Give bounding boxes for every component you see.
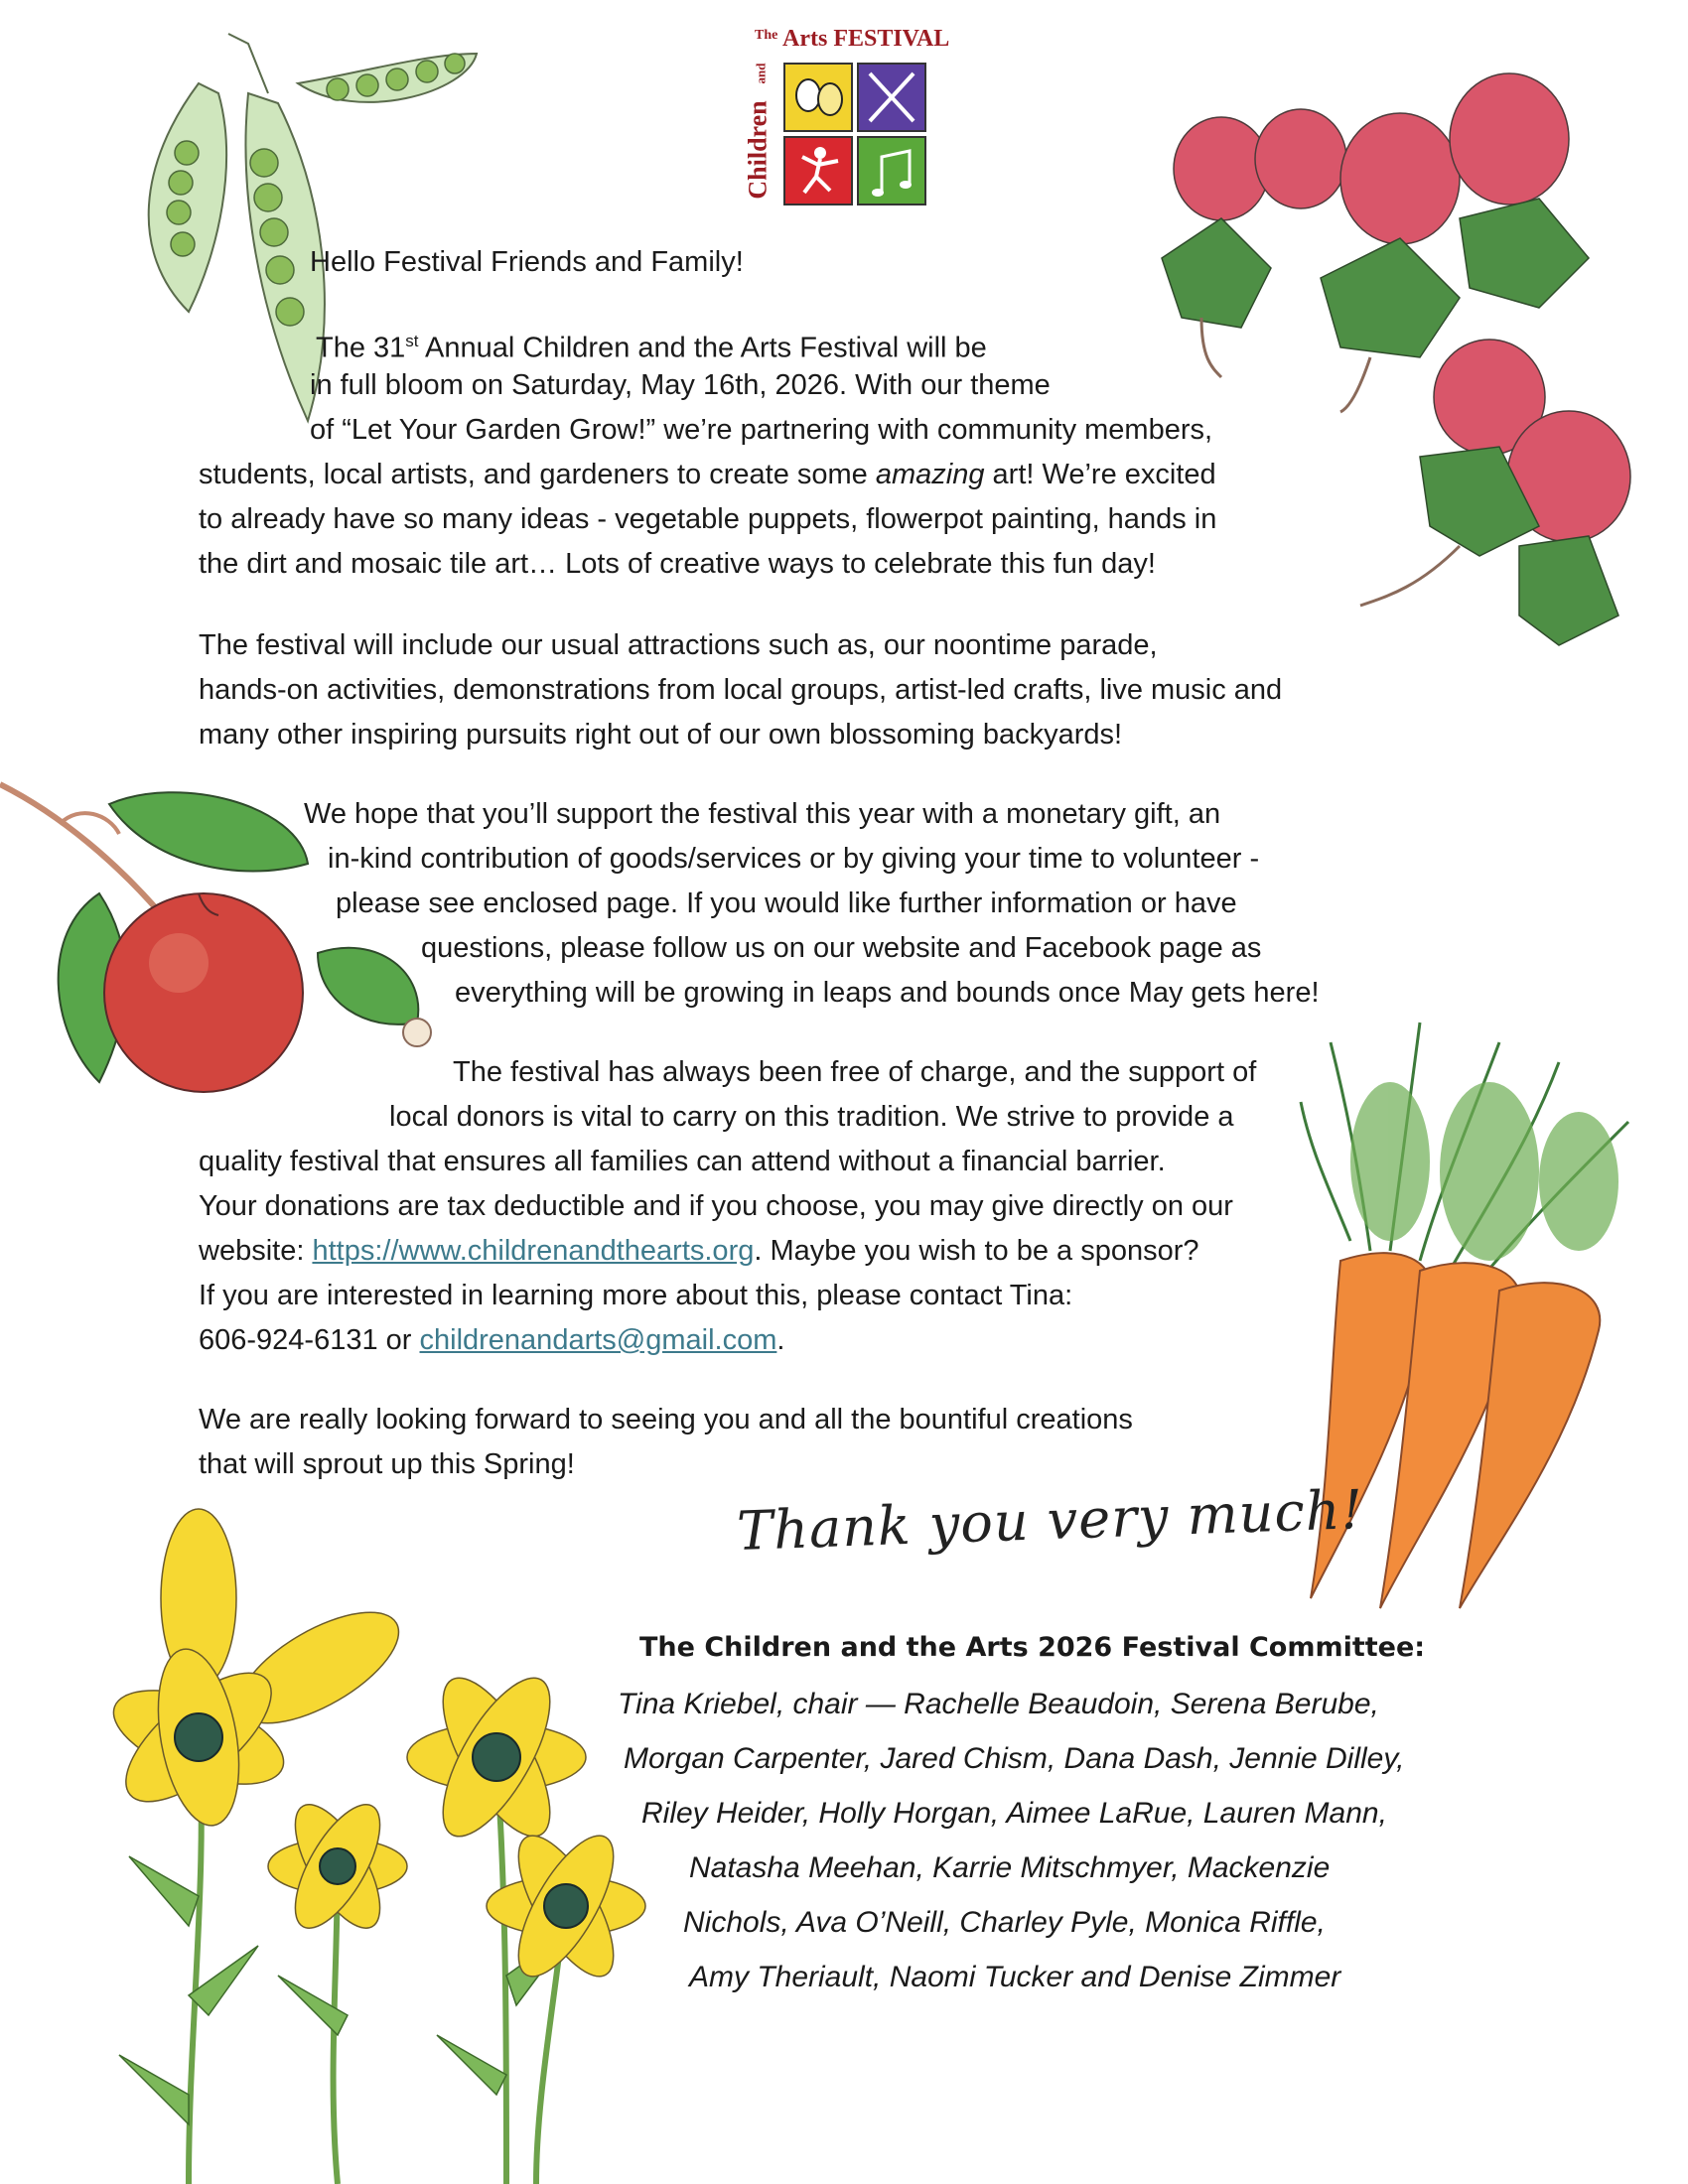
logo-title-main: Arts FESTIVAL	[782, 26, 950, 52]
p1-line-1-post: Annual Children and the Arts Festival will be	[418, 332, 987, 364]
logo-title-the: The	[755, 28, 778, 43]
p1-line-4-pre: students, local artists, and gardeners to create some	[199, 459, 876, 490]
p5-line-1: We are really looking forward to seeing you and all the bountiful creations	[199, 1404, 1133, 1435]
p1-line-5: to already have so many ideas - vegetable puppets, flowerpot painting, hands in	[199, 503, 1217, 535]
committee-heading: The Children and the Arts 2026 Festival Committee:	[639, 1632, 1426, 1663]
committee-line: Nichols, Ava O’Neill, Charley Pyle, Monica Riffle,	[683, 1906, 1326, 1939]
p5-line-2: that will sprout up this Spring!	[199, 1448, 575, 1480]
logo-squares	[743, 26, 941, 214]
p4-line-3: quality festival that ensures all families can attend without a financial barrier.	[199, 1146, 1166, 1177]
committee-line: Amy Theriault, Naomi Tucker and Denise Zimmer	[689, 1961, 1341, 1993]
logo-side-children: Children	[743, 100, 773, 200]
p3-line-5: everything will be growing in leaps and bounds once May gets here!	[455, 977, 1320, 1009]
p3-line-3: please see enclosed page. If you would like further information or have	[336, 887, 1237, 919]
committee-line: Riley Heider, Holly Horgan, Aimee LaRue, Lauren Mann,	[641, 1797, 1387, 1830]
p4-line-7-pre: 606-924-6131 or	[199, 1324, 420, 1356]
p3-line-2: in-kind contribution of goods/services or by giving your time to volunteer -	[328, 843, 1260, 875]
p2-line-2: hands-on activities, demonstrations from local groups, artist-led crafts, live music and	[199, 674, 1283, 706]
p3-line-1: We hope that you’ll support the festival this year with a monetary gift, an	[304, 798, 1221, 830]
p4-line-4: Your donations are tax deductible and if you choose, you may give directly on our	[199, 1190, 1233, 1222]
greeting: Hello Festival Friends and Family!	[310, 246, 744, 278]
committee-line: Morgan Carpenter, Jared Chism, Dana Dash, Jennie Dilley,	[624, 1742, 1405, 1775]
committee-line: Natasha Meehan, Karrie Mitschmyer, Mackenzie	[689, 1851, 1331, 1884]
logo-side-and: and	[753, 63, 769, 84]
p2-line-1: The festival will include our usual attractions such as, our noontime parade,	[199, 629, 1158, 661]
p4-line-2: local donors is vital to carry on this tradition. We strive to provide a	[389, 1101, 1234, 1133]
yellow-flowers-icon	[40, 1479, 695, 2184]
p1-line-6: the dirt and mosaic tile art… Lots of creative ways to celebrate this fun day!	[199, 548, 1156, 580]
strawberries-icon	[1122, 30, 1658, 675]
p4-line-5-post: . Maybe you wish to be a sponsor?	[754, 1235, 1199, 1267]
p1-line-2: in full bloom on Saturday, May 16th, 2026. With our theme	[310, 369, 1051, 401]
p4-line-5-pre: website:	[199, 1235, 313, 1267]
p1-line-1-pre: The 31	[316, 332, 406, 364]
p1-emphasis: amazing	[875, 459, 985, 490]
p1-line-3: of “Let Your Garden Grow!” we’re partnering with community members,	[310, 414, 1213, 446]
p1-ordinal: st	[405, 332, 419, 350]
p3-line-4: questions, please follow us on our website and Facebook page as	[421, 932, 1262, 964]
website-link[interactable]: https://www.childrenandthearts.org	[312, 1235, 755, 1267]
p4-line-7	[199, 1322, 784, 1358]
p4-line-5	[199, 1233, 1199, 1269]
email-link[interactable]: childrenandarts@gmail.com	[419, 1324, 777, 1356]
p1-line-1	[316, 324, 987, 366]
p1-line-4	[199, 457, 1216, 492]
p4-line-6: If you are interested in learning more about this, please contact Tina:	[199, 1280, 1073, 1311]
p4-line-7-post: .	[776, 1324, 785, 1356]
p2-line-3: many other inspiring pursuits right out of our own blossoming backyards!	[199, 719, 1123, 751]
p4-line-1: The festival has always been free of charge, and the support of	[453, 1056, 1257, 1088]
thank-you-signoff: Thank you very much!	[736, 1478, 1365, 1563]
p1-line-4-post: art! We’re excited	[984, 459, 1216, 490]
festival-logo	[743, 26, 950, 214]
committee-line: Tina Kriebel, chair — Rachelle Beaudoin, Serena Berube,	[618, 1688, 1379, 1720]
